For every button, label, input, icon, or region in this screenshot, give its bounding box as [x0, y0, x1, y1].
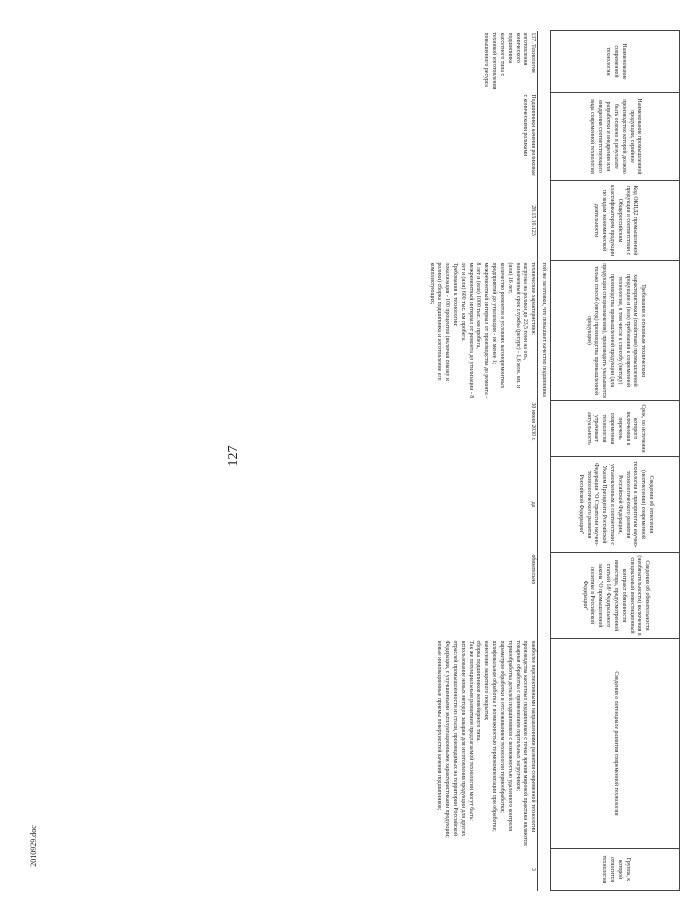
cell-product: Подшипники качения роликовые с коническими роликами [426, 93, 538, 181]
header-priority: Сведения об отнесении (неотнесении) современной технологии к приоритетам научно-технологического развития Российской Федерации, установленным в соответствии с Указом Президента Российской Федерации "О Стратегии научно-технологического развития Российской Федерации" [551, 457, 680, 553]
cell-mandatory: обязательно [426, 553, 538, 639]
header-product: Наименование промышленной продукции, серийное производство которой должно быть освоено в результате разработки и внедрения или внедрения соответствующего вида современной технологии [551, 93, 680, 181]
requirement-line: назначенный срок службы (ресурс) - 1,6 млн. км. и (или) 16 лет; [506, 262, 521, 389]
continuation-row [538, 31, 551, 891]
page-number: 127 [226, 445, 241, 467]
requirement-line: межремонтный интервал от ремонта до утилизации - 8 лет и (или) 600 тыс. км пробега. [459, 262, 474, 399]
potential-line: сборка подшипников конвейерного типа. [475, 640, 482, 742]
header-row [551, 31, 680, 891]
requirement-line: количество ремонтов в условиях вагоноремонтных предприятий до утилизации - не менее 1; [491, 262, 505, 389]
cell-technology [426, 31, 538, 93]
header-technology: Наименование современной технологии [551, 31, 680, 93]
header-okpd2: Код ОКПД2 промышленной продукции в соответствии с Общероссийским классификатором продукции по видам экономической деятельности [551, 181, 680, 261]
requirement-line: Требования к технологии: [452, 262, 459, 327]
potential-line: термообработка деталей подшипников с возможностью удаленного контроля параметров обработки и отслеживанием технологии термообработки; [498, 640, 513, 831]
row-number: 137. [530, 32, 537, 43]
header-requirements: Требования к основным техническим характеристикам (свойствам) промышленной продукции и (или) требования к современной технологии, в том числе к способу (методу) производства промышленной продукции (для продукции спецназначения), производить указывается только способ (метод) производства промышленной продукции) [551, 261, 680, 401]
cell-priority: да [426, 457, 538, 553]
prev-row-tail: той же заготовки, что повышает качество подшипника [541, 262, 547, 397]
potential-line: наиболее перспективными направлениями развития современной технологии производства кассетных подшипников с точки зрения мировой практики являются: [522, 640, 537, 847]
technology-name: Технология изготовления конического подшипника кассетного типа с техникой изготовления повышенного ресурса [483, 32, 537, 90]
potential-line: нанесение защитного покрытия; [483, 640, 490, 721]
requirement-line: нагрузка на ролики до 23,5 тонн на ось, [522, 262, 529, 361]
technology-table [426, 30, 680, 891]
requirement-line: локализация - 100 процентов (включая смазку и ролики) сборка подшипника и изготовление его комплектующих; [428, 262, 451, 381]
header-deadline: Срок, по истечении которого включенная в перечень современная технология утрачивает актуальность [551, 401, 680, 457]
cell-potential [426, 639, 538, 849]
header-mandatory: Сведения об обязательности (необязательности) включения в специальный инвестиционный контракт обязанности инвестора, предусмотренной статьей 18¹ Федерального закона "О промышленной политике в Российской Федерации" [551, 553, 680, 639]
header-group: Группа, к которой относится технология [551, 849, 680, 891]
potential-line: токарная обработка с применением портальных загрузчиков; [514, 640, 521, 792]
cell-okpd2: 28.15.10.123 [426, 181, 538, 261]
technology-table-sheet [120, 30, 680, 890]
cell-group: 3 [426, 849, 538, 891]
potential-line: новые инновационные приемы поверхностей качения подшипников; [436, 640, 443, 811]
potential-line: шлифовальная обработка с возможностью термокомпенсации при обработке; [491, 640, 498, 832]
document-footer: 2010929.doc [29, 825, 38, 867]
cell-requirements [426, 261, 538, 401]
requirement-line: технические характеристики: [530, 262, 537, 336]
table-row [426, 31, 538, 891]
potential-line: Так же потенциальным развитием предлагаемой технологии могут быть: [467, 640, 474, 821]
cell-deadline: 30 июня 2030 г. [426, 401, 538, 457]
potential-line: использование новых методов заварки для изготовления продукции для других отраслей промышленности из стали, производимых на территории Российской Федерации, с улучшенными эксплуатационными характеристиками продукции; [444, 640, 466, 838]
requirement-line: межремонтный интервал от производства до ремонта - 8 лет и (или) 1000 тыс. км пробега, [475, 262, 490, 399]
header-potential: Сведения о потенциале развития современной технологии [551, 639, 680, 849]
